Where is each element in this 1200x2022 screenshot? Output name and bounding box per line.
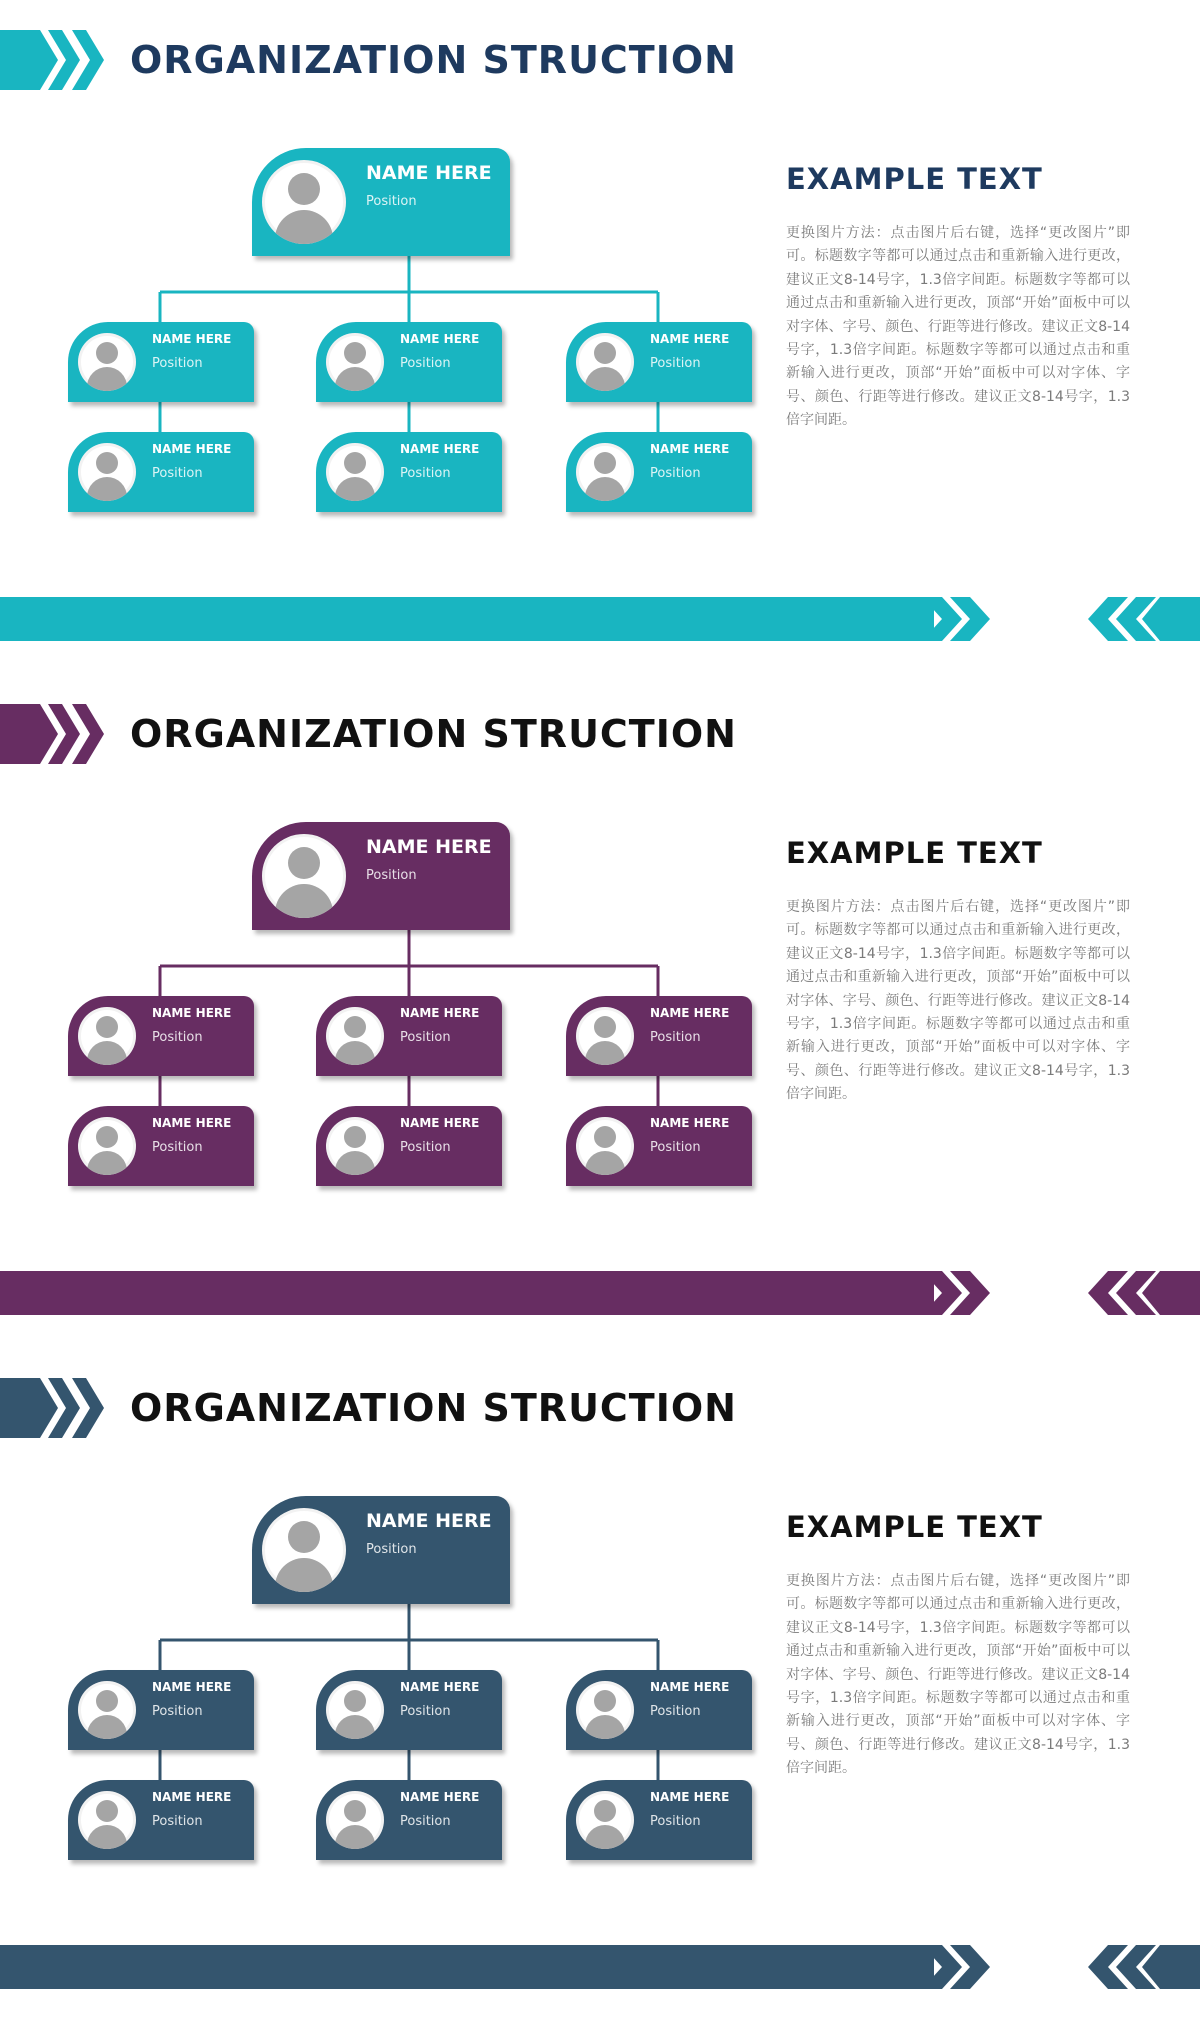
user-avatar-icon — [326, 1007, 384, 1065]
example-body: 更换图片方法：点击图片后右键，选择“更改图片”即可。标题数字等都可以通过点击和重新输入进行更改，建议正文8-14号字，1.3倍字间距。标题数字等都可以通过点击和重新输入进行更改，顶部“开始”面板中可以对字体、字号、颜色、行距等进行修改。建议正文8-14号字，1.3倍字间距。标题数字等都可以通过点击和重新输入进行更改，顶部“开始”面板中可以对字体、字号、颜色、行距等进行修改。建议正文8-14号字，1.3倍字间距。 — [786, 225, 1130, 429]
node-name: NAME HERE — [152, 332, 232, 346]
user-avatar-icon — [326, 443, 384, 501]
footer-arrow-band — [0, 1942, 1200, 1992]
node-name: NAME HERE — [366, 162, 492, 184]
org-node-row2-1[interactable] — [68, 1106, 254, 1186]
user-avatar-icon — [262, 160, 346, 244]
org-node-row1-1[interactable] — [68, 1670, 254, 1750]
title-chevron-icon — [0, 702, 116, 766]
node-position: Position — [152, 1140, 203, 1155]
node-position: Position — [152, 466, 203, 481]
org-node-row1-2[interactable] — [316, 1670, 502, 1750]
slide-1 — [0, 0, 1200, 674]
node-name: NAME HERE — [400, 1116, 480, 1130]
org-node-row1-1[interactable] — [68, 996, 254, 1076]
node-name: NAME HERE — [152, 1006, 232, 1020]
node-position: Position — [650, 1704, 701, 1719]
org-node-row1-3[interactable] — [566, 1670, 752, 1750]
title-chevron-icon — [0, 1376, 116, 1440]
user-avatar-icon — [262, 834, 346, 918]
user-avatar-icon — [576, 1681, 634, 1739]
user-avatar-icon — [576, 443, 634, 501]
slide-title: ORGANIZATION STRUCTION — [130, 38, 737, 82]
footer-arrow-band — [0, 594, 1200, 644]
node-position: Position — [650, 1814, 701, 1829]
slide-3 — [0, 1348, 1200, 2022]
title-chevron-icon — [0, 28, 116, 92]
slide-title: ORGANIZATION STRUCTION — [130, 712, 737, 756]
node-position: Position — [650, 466, 701, 481]
org-node-row2-3[interactable] — [566, 1780, 752, 1860]
user-avatar-icon — [262, 1508, 346, 1592]
node-name: NAME HERE — [400, 1790, 480, 1804]
slide-2 — [0, 674, 1200, 1348]
node-position: Position — [400, 1140, 451, 1155]
user-avatar-icon — [576, 1791, 634, 1849]
user-avatar-icon — [78, 1117, 136, 1175]
user-avatar-icon — [326, 1117, 384, 1175]
node-name: NAME HERE — [366, 1510, 492, 1532]
node-name: NAME HERE — [650, 1680, 730, 1694]
node-position: Position — [650, 356, 701, 371]
footer-arrow-band — [0, 1268, 1200, 1318]
node-position: Position — [152, 356, 203, 371]
node-position: Position — [366, 868, 417, 883]
node-position: Position — [400, 1704, 451, 1719]
node-name: NAME HERE — [152, 1116, 232, 1130]
user-avatar-icon — [576, 1007, 634, 1065]
org-node-row2-2[interactable] — [316, 1780, 502, 1860]
node-position: Position — [400, 1030, 451, 1045]
example-body: 更换图片方法：点击图片后右键，选择“更改图片”即可。标题数字等都可以通过点击和重新输入进行更改，建议正文8-14号字，1.3倍字间距。标题数字等都可以通过点击和重新输入进行更改，顶部“开始”面板中可以对字体、字号、颜色、行距等进行修改。建议正文8-14号字，1.3倍字间距。标题数字等都可以通过点击和重新输入进行更改，顶部“开始”面板中可以对字体、字号、颜色、行距等进行修改。建议正文8-14号字，1.3倍字间距。 — [786, 899, 1130, 1103]
node-name: NAME HERE — [152, 1790, 232, 1804]
slide-title: ORGANIZATION STRUCTION — [130, 1386, 737, 1430]
user-avatar-icon — [78, 333, 136, 391]
org-node-row2-1[interactable] — [68, 1780, 254, 1860]
node-position: Position — [152, 1030, 203, 1045]
org-node-row1-3[interactable] — [566, 996, 752, 1076]
org-node-top[interactable] — [252, 1496, 510, 1604]
node-position: Position — [400, 356, 451, 371]
node-name: NAME HERE — [400, 442, 480, 456]
example-title: EXAMPLE TEXT — [786, 1510, 1043, 1544]
node-name: NAME HERE — [650, 1116, 730, 1130]
node-position: Position — [152, 1704, 203, 1719]
node-position: Position — [400, 1814, 451, 1829]
user-avatar-icon — [78, 443, 136, 501]
node-name: NAME HERE — [650, 1790, 730, 1804]
org-node-top[interactable] — [252, 148, 510, 256]
example-title: EXAMPLE TEXT — [786, 836, 1043, 870]
user-avatar-icon — [576, 1117, 634, 1175]
node-position: Position — [400, 466, 451, 481]
user-avatar-icon — [78, 1007, 136, 1065]
user-avatar-icon — [78, 1791, 136, 1849]
node-name: NAME HERE — [650, 332, 730, 346]
node-position: Position — [366, 194, 417, 209]
node-name: NAME HERE — [152, 1680, 232, 1694]
org-node-row1-1[interactable] — [68, 322, 254, 402]
org-node-top[interactable] — [252, 822, 510, 930]
example-body: 更换图片方法：点击图片后右键，选择“更改图片”即可。标题数字等都可以通过点击和重新输入进行更改，建议正文8-14号字，1.3倍字间距。标题数字等都可以通过点击和重新输入进行更改，顶部“开始”面板中可以对字体、字号、颜色、行距等进行修改。建议正文8-14号字，1.3倍字间距。标题数字等都可以通过点击和重新输入进行更改，顶部“开始”面板中可以对字体、字号、颜色、行距等进行修改。建议正文8-14号字，1.3倍字间距。 — [786, 1573, 1130, 1777]
node-name: NAME HERE — [366, 836, 492, 858]
node-position: Position — [650, 1030, 701, 1045]
org-node-row2-3[interactable] — [566, 1106, 752, 1186]
org-node-row2-3[interactable] — [566, 432, 752, 512]
node-name: NAME HERE — [400, 332, 480, 346]
org-node-row1-3[interactable] — [566, 322, 752, 402]
org-node-row1-2[interactable] — [316, 322, 502, 402]
node-name: NAME HERE — [400, 1680, 480, 1694]
org-node-row2-2[interactable] — [316, 1106, 502, 1186]
user-avatar-icon — [576, 333, 634, 391]
node-position: Position — [366, 1542, 417, 1557]
user-avatar-icon — [78, 1681, 136, 1739]
user-avatar-icon — [326, 1791, 384, 1849]
org-node-row1-2[interactable] — [316, 996, 502, 1076]
org-node-row2-2[interactable] — [316, 432, 502, 512]
node-name: NAME HERE — [400, 1006, 480, 1020]
node-position: Position — [650, 1140, 701, 1155]
node-position: Position — [152, 1814, 203, 1829]
node-name: NAME HERE — [650, 1006, 730, 1020]
node-name: NAME HERE — [152, 442, 232, 456]
user-avatar-icon — [326, 1681, 384, 1739]
node-name: NAME HERE — [650, 442, 730, 456]
example-title: EXAMPLE TEXT — [786, 162, 1043, 196]
user-avatar-icon — [326, 333, 384, 391]
org-node-row2-1[interactable] — [68, 432, 254, 512]
